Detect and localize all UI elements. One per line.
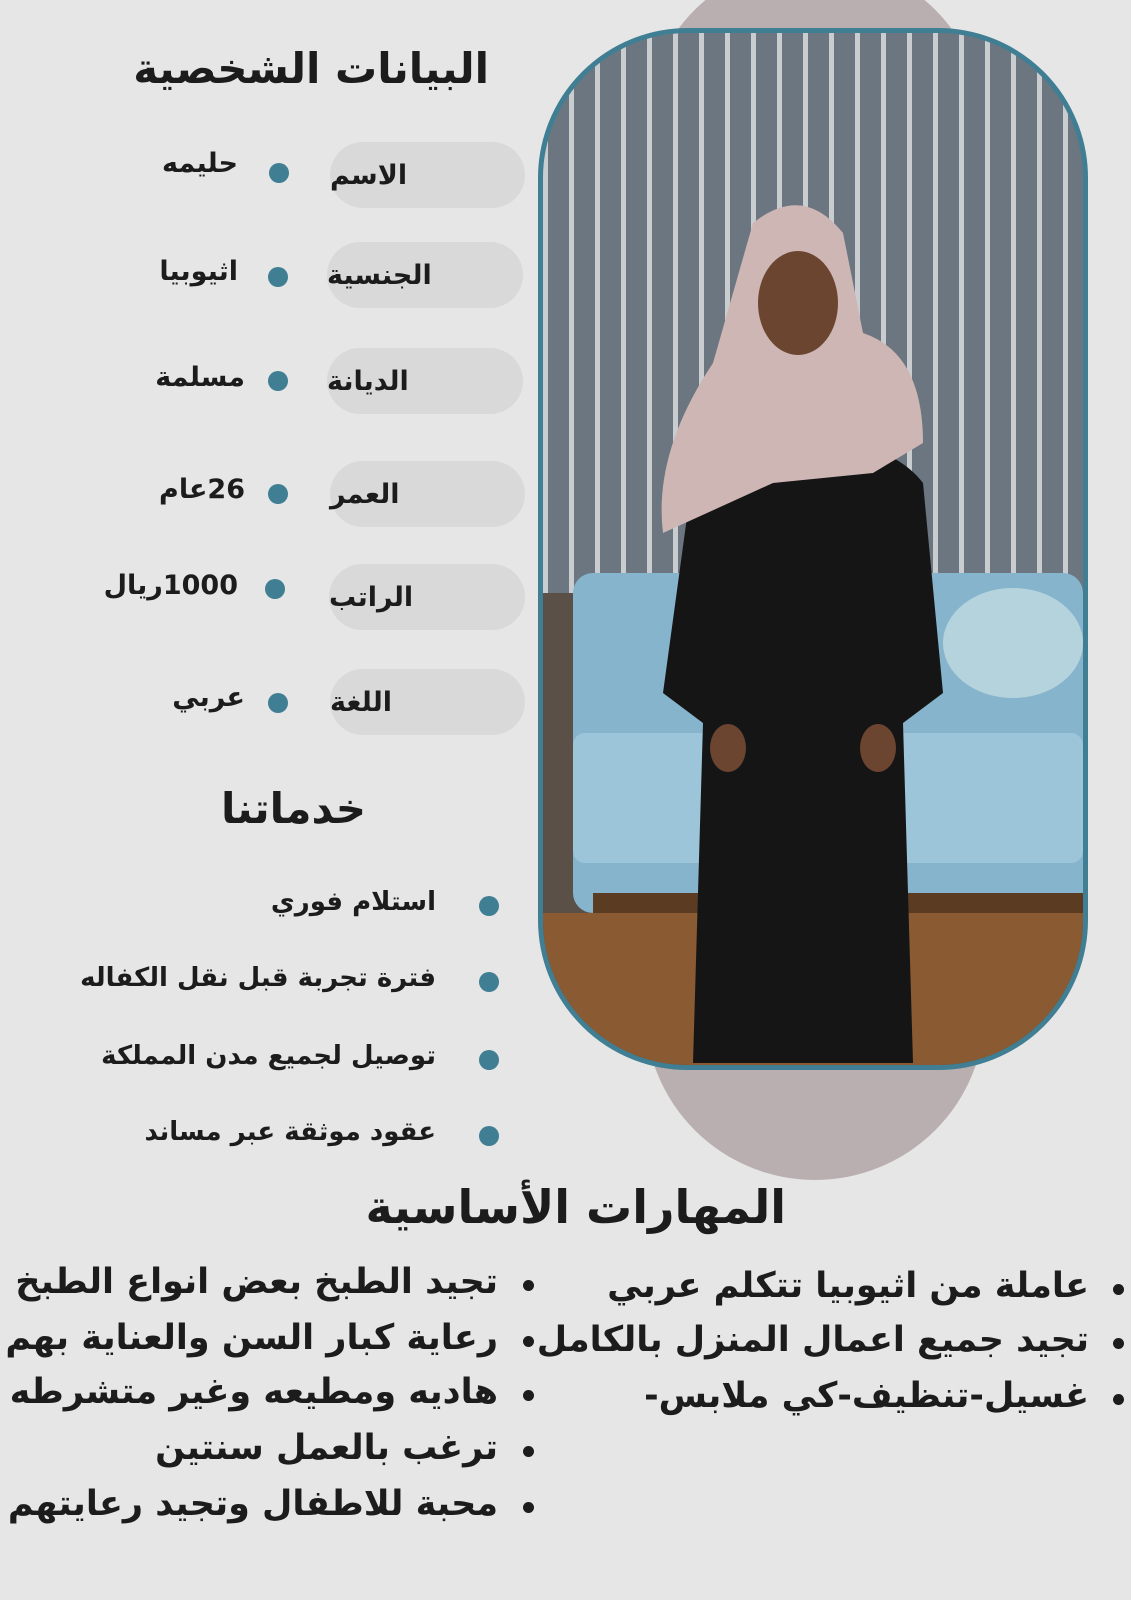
service-item: فترة تجربة قبل نقل الكفاله: [80, 963, 436, 993]
personal-data-title: البيانات الشخصية: [133, 44, 489, 93]
skill-item: تجيد جميع اعمال المنزل بالكامل: [536, 1320, 1089, 1360]
service-item: استلام فوري: [270, 887, 436, 917]
bullet-dot: [1113, 1338, 1124, 1349]
bullet-dot: [523, 1502, 534, 1513]
bullet-dot: [268, 693, 288, 713]
value-name: حليمه: [162, 148, 238, 179]
skill-item: هاديه ومطيعه وغير متشرطه: [9, 1372, 498, 1412]
bullet-dot: [1113, 1284, 1124, 1295]
bullet-dot: [523, 1446, 534, 1457]
bullet-dot: [268, 484, 288, 504]
bullet-dot: [265, 579, 285, 599]
value-salary: 1000ريال: [103, 570, 238, 601]
bullet-dot: [479, 1050, 499, 1070]
skill-item: محبة للاطفال وتجيد رعايتهم: [7, 1484, 498, 1524]
skill-item: رعاية كبار السن والعناية بهم: [5, 1318, 498, 1358]
bullet-dot: [479, 1126, 499, 1146]
bullet-dot: [479, 972, 499, 992]
bullet-dot: [479, 896, 499, 916]
bullet-dot: [523, 1390, 534, 1401]
bullet-dot: [269, 163, 289, 183]
bullet-dot: [523, 1280, 534, 1291]
service-item: عقود موثقة عبر مساند: [144, 1117, 436, 1147]
bullet-dot: [1113, 1394, 1124, 1405]
skill-item: تجيد الطبخ بعض انواع الطبخ: [15, 1262, 498, 1302]
bullet-dot: [268, 267, 288, 287]
value-age: 26عام: [159, 474, 245, 505]
label-religion: الديانة: [327, 348, 523, 414]
label-nationality: الجنسية: [327, 242, 523, 308]
value-religion: مسلمة: [155, 362, 245, 393]
worker-photo: [538, 28, 1088, 1070]
bullet-dot: [268, 371, 288, 391]
value-nationality: اثيوبيا: [159, 256, 238, 287]
bullet-dot: [523, 1336, 534, 1347]
service-item: توصيل لجميع مدن المملكة: [101, 1041, 436, 1071]
skill-item: عاملة من اثيوبيا تتكلم عربي: [607, 1266, 1089, 1306]
value-language: عربي: [172, 682, 245, 713]
label-age: العمر: [330, 461, 525, 527]
label-language: اللغة: [330, 669, 525, 735]
label-salary: الراتب: [329, 564, 525, 630]
services-title: خدماتنا: [221, 784, 366, 833]
label-name: الاسم: [330, 142, 525, 208]
skills-title: المهارات الأساسية: [365, 1180, 786, 1234]
skill-item: غسيل-تنظيف-كي ملابس-: [644, 1376, 1089, 1416]
skill-item: ترغب بالعمل سنتين: [155, 1428, 498, 1468]
